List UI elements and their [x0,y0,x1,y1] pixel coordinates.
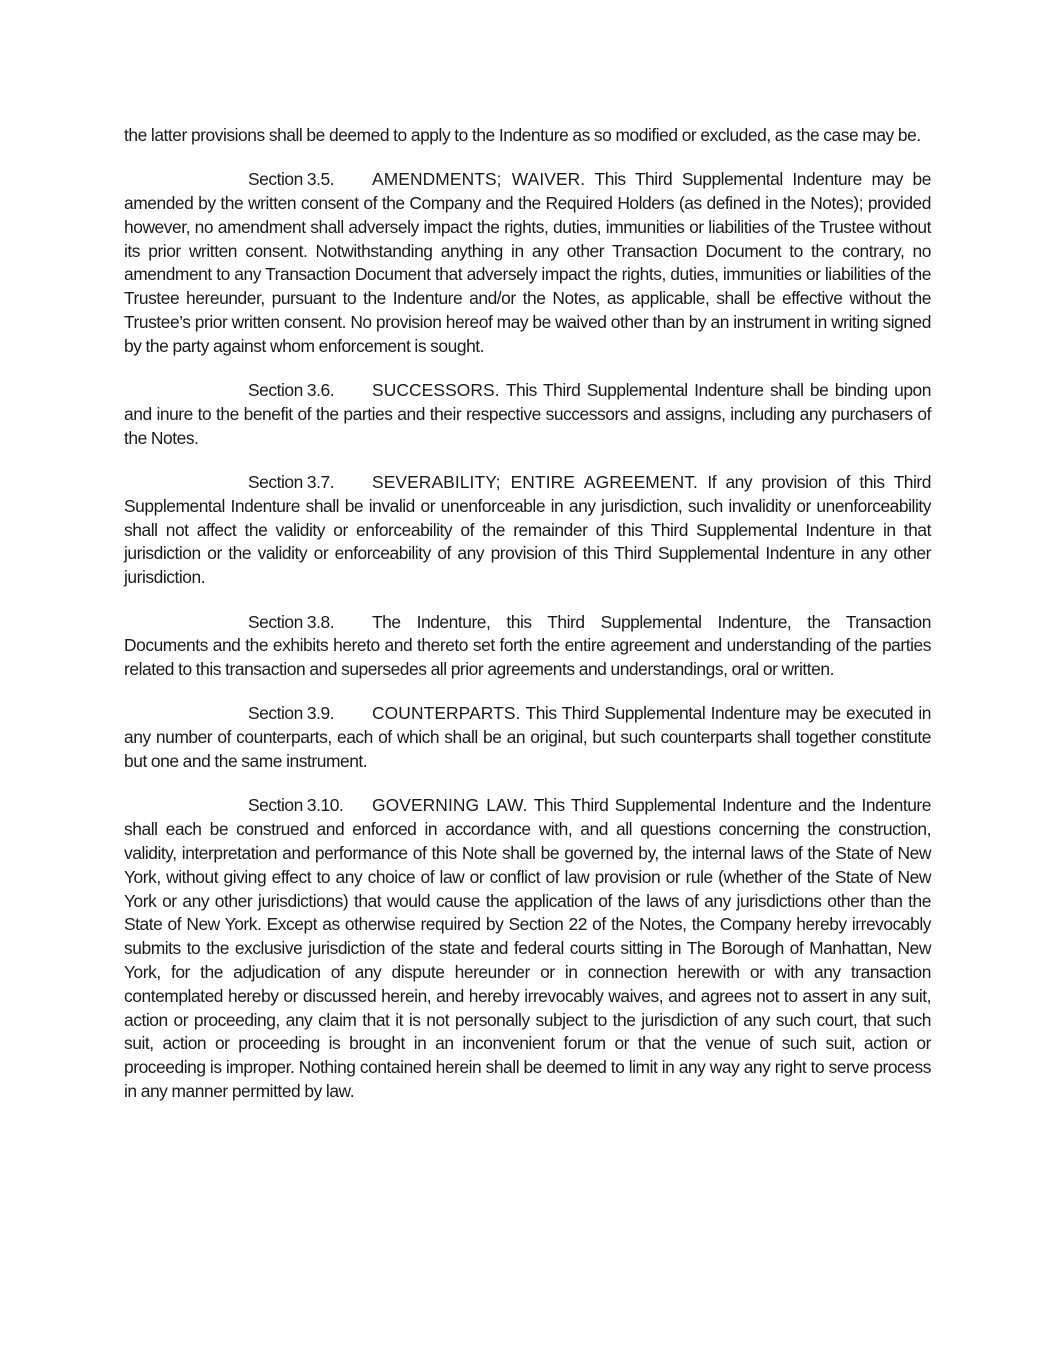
section-heading: AMENDMENTS; WAIVER. [372,169,586,190]
section-3-6 [124,379,931,450]
section-body: This Third Supplemental Indenture may be executed in any number of counterparts, each of which shall be an original, but such counterparts shall together constitute but one and the same instrument. [124,703,931,772]
section-number: Section 3.10. [248,795,344,816]
section-heading: SEVERABILITY; ENTIRE AGREEMENT. [372,472,698,493]
section-3-8 [124,611,931,682]
section-number: Section 3.5. [248,169,335,190]
section-body: This Third Supplemental Indenture may be amended by the written consent of the Company and the Required Holders (as defined in the Notes); provided however, no amendment shall adversely impact the rights, duties, immunities or liabilities of the Trustee without its prior written consent. Notwithstanding anything in any other Transaction Document to the contrary, no amendment to any Transaction Document that adversely impact the rights, duties, immunities or liabilities of the Trustee hereunder, pursuant to the Indenture and/or the Notes, as applicable, shall be effective without the Trustee’s prior written consent. No provision hereof may be waived other than by an instrument in writing signed by the party against whom enforcement is sought. [124,169,931,356]
section-3-7 [124,471,931,590]
section-number: Section 3.9. [248,703,335,724]
section-heading: SUCCESSORS. [372,380,500,401]
continuation-paragraph [124,124,931,148]
section-heading: GOVERNING LAW. [372,795,528,816]
section-heading: COUNTERPARTS. [372,703,521,724]
section-number: Section 3.6. [248,380,335,401]
section-body: If any provision of this Third Supplemental Indenture shall be invalid or unenforceable in any jurisdiction, such invalidity or unenforceability shall not affect the validity or enforceability of the remainder of this Third Supplemental Indenture in that jurisdiction or the validity or enforceability of any provision of this Third Supplemental Indenture in any other jurisdiction. [124,472,931,588]
section-3-5 [124,168,931,358]
section-body: This Third Supplemental Indenture and the Indenture shall each be construed and enforced in accordance with, and all questions concerning the construction, validity, interpretation and performance of this Note shall be governed by, the internal laws of the State of New York, without giving effect to any choice of law or conflict of law provision or rule (whether of the State of New York or any other jurisdictions) that would cause the application of the laws of any jurisdictions other than the State of New York. Except as otherwise required by Section 22 of the Notes, the Company hereby irrevocably submits to the exclusive jurisdiction of the state and federal courts sitting in The Borough of Manhattan, New York, for the adjudication of any dispute hereunder or in connection herewith or with any transaction contemplated hereby or discussed herein, and hereby irrevocably waives, and agrees not to assert in any suit, action or proceeding, any claim that it is not personally subject to the jurisdiction of any such court, that such suit, action or proceeding is brought in an inconvenient forum or that the venue of such suit, action or proceeding is improper. Nothing contained herein shall be deemed to limit in any way any right to serve process in any manner permitted by law. [124,795,931,1101]
section-body: This Third Supplemental Indenture shall be binding upon and inure to the benefit of the parties and their respective successors and assigns, including any purchasers of the Notes. [124,380,931,448]
section-number: Section 3.7. [248,472,335,493]
section-body: The Indenture, this Third Supplemental Indenture, the Transaction Documents and the exhibits hereto and thereto set forth the entire agreement and understanding of the parties related to this transaction and supersedes all prior agreements and understandings, oral or written. [124,611,931,680]
section-3-10 [124,794,931,1103]
section-number: Section 3.8. [248,611,335,632]
section-3-9 [124,702,931,773]
document-page [124,124,931,1124]
continuation-text: the latter provisions shall be deemed to apply to the Indenture as so modified or excluded, as the case may be. [124,125,921,145]
